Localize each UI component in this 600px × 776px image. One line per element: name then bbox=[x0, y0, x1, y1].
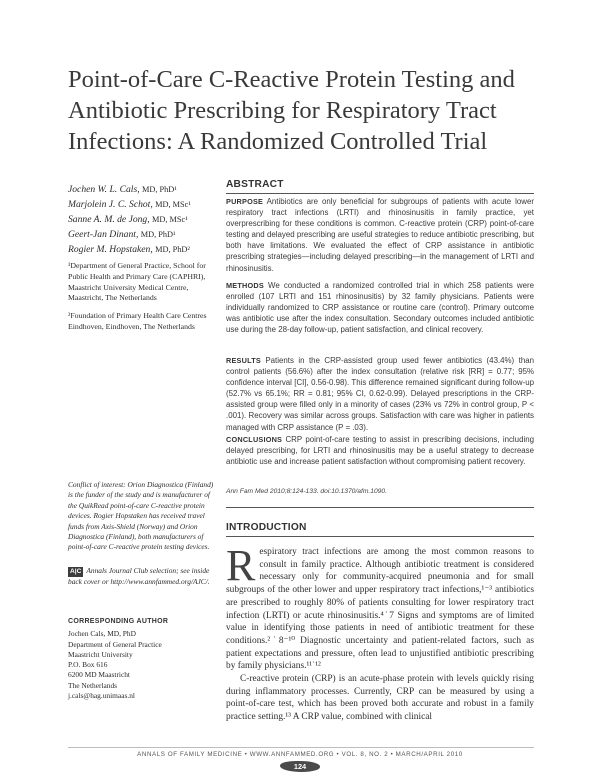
author-name: Sanne A. M. de Jong, bbox=[68, 214, 150, 225]
article-title: Point-of-Care C-Reactive Protein Testing and Antibiotic Prescribing for Respiratory Tract Infections: A Randomized Controlled Trial bbox=[68, 66, 515, 155]
intro-paragraph-2: C-reactive protein (CRP) is an acute-phase protein with levels quickly rising during inflammatory processes. Currently, CRP can be measured by using a point-of-care test, which has been proved both accurate and robust in a family practice setting.¹³ A CRP value, combined with clinical bbox=[226, 674, 534, 723]
author-4 bbox=[68, 227, 218, 242]
author-name: Geert-Jan Dinant, bbox=[68, 229, 139, 240]
affiliation-1: ¹Department of General Practice, School for Public Health and Primary Care (CAPHRI), Maastricht University Medical Centre, Maastricht, The Netherlands bbox=[68, 261, 206, 303]
introduction-rule bbox=[226, 536, 534, 537]
corresponding-line: 6200 MD Maastricht bbox=[68, 670, 130, 680]
conflict-of-interest: Conflict of interest: Orion Diagnostica (Finland) is the funder of the study and is manufacturer of the QuikRead point-of-care C-reactive protein devices. Rogier Hopstaken has received travel funds from Axis-Shield (Norway) and Orion Diagnostica (Finland), both manufacturers of point-of-care C-reactive protein testing devices. bbox=[68, 480, 214, 552]
author-degree: MD, PhD¹ bbox=[142, 185, 177, 194]
abstract-purpose-text: Antibiotics are only beneficial for subgroups of patients with acute lower respiratory tract infections (LRTI) and rhinosinusitis in family practice, yet overprescribing for these conditions is common. C-reactive protein (CRP) point-of-care testing and delayed prescribing are useful strategies to reduce antibiotic prescribing, but both have limitations. We evaluated the effect of CRP assistance in antibiotic prescribing strategies—including delayed prescribing—in the management of LRTI and rhinosinusitis. bbox=[226, 197, 534, 273]
introduction-heading-text: INTRODUCTION bbox=[226, 522, 307, 533]
corresponding-line: P.O. Box 616 bbox=[68, 660, 108, 670]
author-1 bbox=[68, 182, 218, 197]
page-number: 124 bbox=[280, 761, 320, 772]
abstract-methods-text: We conducted a randomized controlled trial in which 258 patients were enrolled (107 LRTI and 151 rhinosinusitis) by 32 family physicians. Patients were individually randomized to CRP assistance or routine care (control). Primary outcome was antibiotic use after the index consultation. Secondary outcomes included antibiotic use during the 28-day follow-up, patient satisfaction, and clinical recovery. bbox=[226, 281, 535, 335]
corresponding-author-lines bbox=[68, 629, 218, 701]
abstract-heading bbox=[226, 179, 534, 194]
abstract-end-rule bbox=[226, 507, 534, 508]
intro-paragraph-1-text: espiratory tract infections are among the most common reasons to consult in family practice. Although antibiotic treatment is considered necessary only for community-acquired pneumonia and for small subgroups of the other lower and upper respiratory tract infections,¹⁻³ antibiotics are prescribed to roughly 80% of patients consulting for lower respiratory tract infection (LRTI) or acute rhinosinusitis.⁴˙7 Signs and symptoms are of limited value in identifying those patients in need of antibiotic treatment for these conditions.²˙8⁻¹⁰ Diagnostic uncertainty and patient-related factors, such as patient expectations and pressure, often lead to unjustified antibiotic prescribing by family physicians.¹¹˙¹² bbox=[226, 547, 534, 672]
author-degree: MD, MSc¹ bbox=[155, 200, 191, 209]
author-3 bbox=[68, 212, 218, 227]
abstract-conclusions-text: CRP point-of-care testing to assist in prescribing decisions, including delayed prescribing, for LRTI and rhinosinusitis may be a useful strategy to decrease antibiotic use and increase patient satisfaction without compromising patient recovery. bbox=[226, 435, 534, 467]
journal-footer: ANNALS OF FAMILY MEDICINE • WWW.ANNFAMMED.ORG • VOL. 8, NO. 2 • MARCH/APRIL 2010 bbox=[137, 751, 463, 758]
author-name: Jochen W. L. Cals, bbox=[68, 184, 140, 195]
abstract-rule bbox=[226, 193, 534, 194]
author-block bbox=[68, 182, 218, 333]
article-citation: Ann Fam Med 2010;8:124-133. doi:10.1370/afm.1090. bbox=[226, 488, 387, 495]
abstract-purpose bbox=[226, 196, 534, 274]
author-name: Marjolein J. C. Schot, bbox=[68, 199, 153, 210]
author-degree: MD, PhD² bbox=[155, 245, 190, 254]
author-degree: MD, PhD¹ bbox=[140, 230, 176, 239]
author-degree: MD, MSc¹ bbox=[152, 215, 188, 224]
corresponding-line: Maastricht University bbox=[68, 649, 133, 659]
footer-rule bbox=[68, 747, 534, 748]
corresponding-line: Department of General Practice bbox=[68, 639, 162, 649]
author-list bbox=[68, 182, 218, 257]
abstract-results-text: Patients in the CRP-assisted group used fewer antibiotics (43.4%) than control patients (56.6%) after the index consultation (relative risk [RR] = 0.77; 95% confidence interval [CI], 0.56-0.98). This difference remained significant during follow-up (52.7% vs 65.1%; RR = 0.81; 95% CI, 0.62-0.99). Delayed prescriptions in the CRP-assisted group were filled only in a minority of cases (23% vs 72% in control group, P < .001). Recovery was similar across groups. Satisfaction with care was higher in patients managed with CRP assistance (P = .03). bbox=[226, 356, 534, 432]
abstract-conclusions-label: CONCLUSIONS bbox=[226, 435, 283, 444]
corresponding-author-heading: CORRESPONDING AUTHOR bbox=[68, 618, 169, 625]
abstract-methods-label: METHODS bbox=[226, 281, 264, 290]
abstract-heading-text: ABSTRACT bbox=[226, 179, 284, 190]
intro-paragraph-1 bbox=[226, 541, 534, 673]
introduction-heading bbox=[226, 522, 534, 537]
journal-club-badge-icon: A|C bbox=[68, 567, 83, 577]
author-name: Rogier M. Hopstaken, bbox=[68, 244, 153, 255]
abstract-results bbox=[226, 355, 534, 433]
corresponding-line: Jochen Cals, MD, PhD bbox=[68, 629, 136, 639]
abstract-methods bbox=[226, 280, 534, 335]
author-5 bbox=[68, 242, 218, 257]
journal-club-text[interactable]: Annals Journal Club selection; see inside back cover or http://www.annfammed.org/AJC/. bbox=[68, 566, 210, 587]
drop-cap: R bbox=[226, 541, 256, 590]
corresponding-email-link[interactable]: j.cals@hag.unimaas.nl bbox=[68, 691, 135, 701]
affiliation-2: ²Foundation of Primary Health Care Centres Eindhoven, Eindhoven, The Netherlands bbox=[68, 311, 207, 331]
abstract-conclusions bbox=[226, 434, 534, 467]
corresponding-author bbox=[68, 617, 218, 701]
author-2 bbox=[68, 197, 218, 212]
abstract-results-label: RESULTS bbox=[226, 356, 261, 365]
corresponding-line: The Netherlands bbox=[68, 680, 118, 690]
introduction-body bbox=[226, 541, 534, 724]
abstract-purpose-label: PURPOSE bbox=[226, 197, 264, 206]
journal-club-note bbox=[68, 566, 218, 588]
